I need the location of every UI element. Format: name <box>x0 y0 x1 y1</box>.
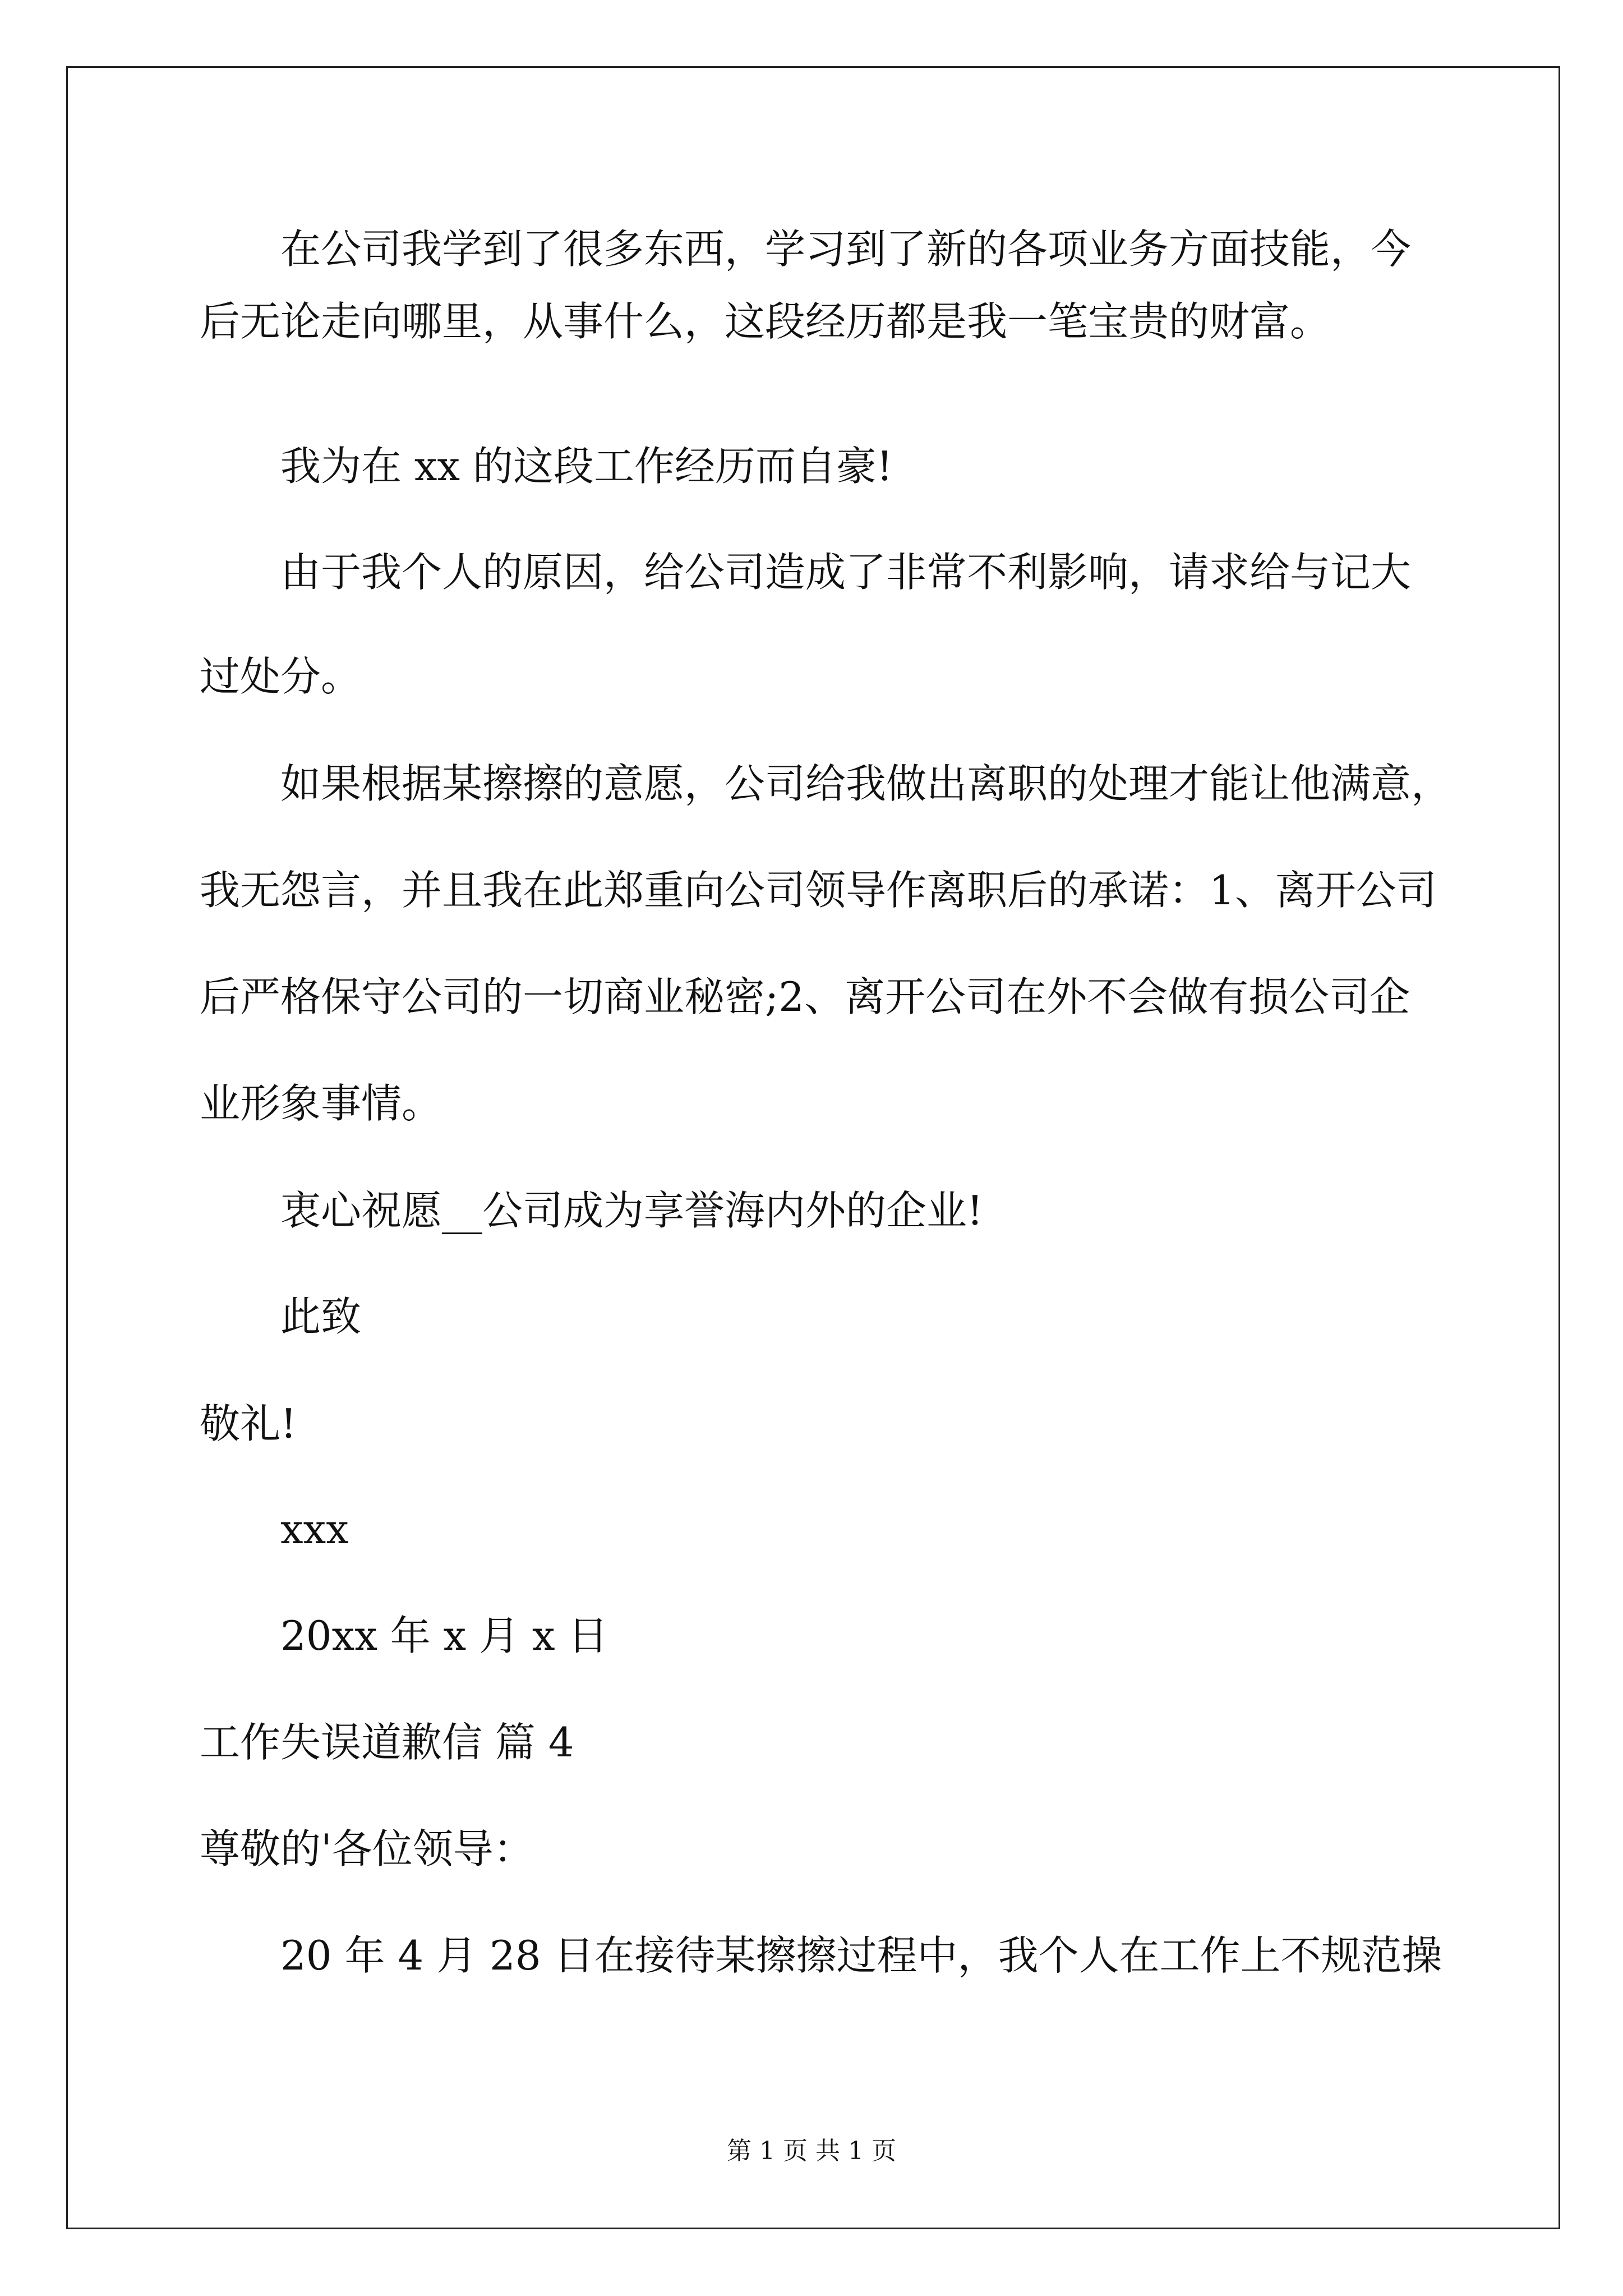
text-line: 我为在 xx 的这段工作经历而自豪! <box>280 443 893 490</box>
page-footer: 第 1 页 共 1 页 <box>727 2137 896 2165</box>
page-border <box>66 66 1560 2229</box>
greeting: 尊敬的'各位领导： <box>200 1825 534 1872</box>
signature: xxx <box>280 1506 349 1553</box>
section-title: 工作失误道歉信 篇 4 <box>200 1719 574 1766</box>
closing: 此致 <box>280 1293 362 1340</box>
text-line: 20 年 4 月 28 日在接待某擦擦过程中，我个人在工作上不规范操 <box>280 1932 1442 1979</box>
text-line: 由于我个人的原因，给公司造成了非常不利影响，请求给与记大 <box>280 549 1412 596</box>
text-line: 后无论走向哪里，从事什么，这段经历都是我一笔宝贵的财富。 <box>200 298 1331 345</box>
text-line: 后严格保守公司的一切商业秘密;2、离开公司在外不会做有损公司企 <box>200 973 1410 1020</box>
text-line: 过处分。 <box>200 653 362 700</box>
text-line: 衷心祝愿__公司成为享誉海内外的企业! <box>280 1187 983 1234</box>
text-line: 业形象事情。 <box>200 1080 442 1127</box>
salute: 敬礼! <box>200 1400 297 1447</box>
date: 20xx 年 x 月 x 日 <box>280 1612 608 1659</box>
text-line: 在公司我学到了很多东西，学习到了新的各项业务方面技能，今 <box>280 226 1412 273</box>
text-line: 我无怨言，并且我在此郑重向公司领导作离职后的承诺：1、离开公司 <box>200 867 1437 914</box>
text-line: 如果根据某擦擦的意愿，公司给我做出离职的处理才能让他满意， <box>280 760 1452 807</box>
